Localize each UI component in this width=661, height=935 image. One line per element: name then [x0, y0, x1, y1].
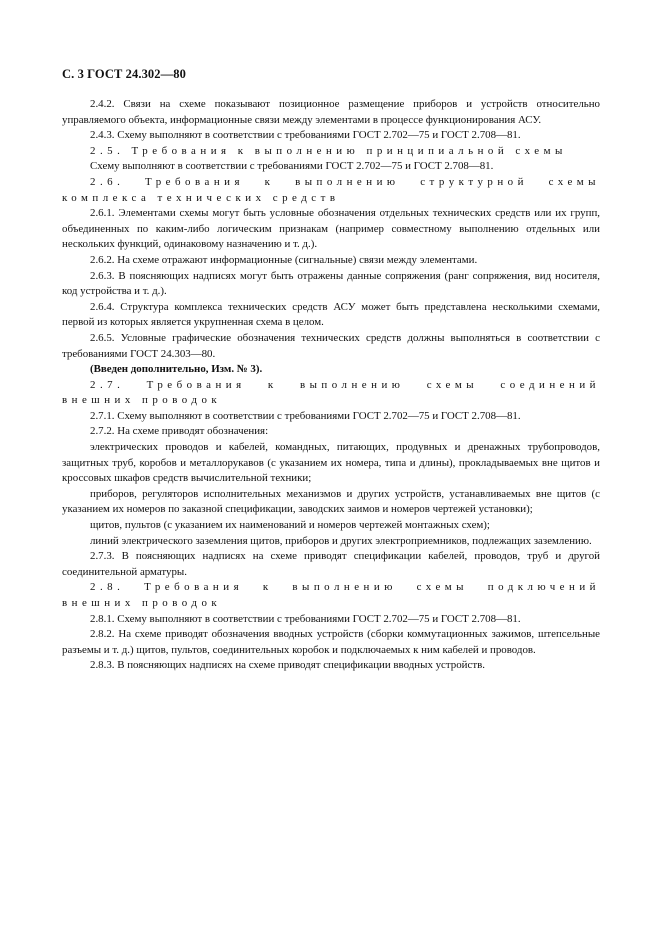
- list-item-panels: щитов, пультов (с указанием их наименований и номеров чертежей монтажных схем);: [90, 519, 490, 532]
- page-header: С. 3 ГОСТ 24.302—80: [62, 67, 186, 81]
- amendment-note: (Введен дополнительно, Изм. № 3).: [90, 363, 263, 376]
- paragraph-2-7-1: 2.7.1. Схему выполняют в соответствии с требованиями ГОСТ 2.702—75 и ГОСТ 2.708—81.: [90, 409, 521, 422]
- paragraph-2-6-5: 2.6.5. Условные графические обозначения технических средств должны выполняться в соответствии с требованиями ГОСТ 24.303—80.: [62, 331, 600, 360]
- section-heading-2-5: 2.5. Требования к выполнению принципиальной схемы: [90, 144, 567, 157]
- paragraph-2-6-4: 2.6.4. Структура комплекса технических средств АСУ может быть представлена несколькими схемами, первой из которых является укрупненная схема в целом.: [62, 300, 600, 329]
- paragraph-2-8-3: 2.8.3. В поясняющих надписях на схеме приводят спецификации вводных устройств.: [90, 659, 485, 672]
- section-heading-2-8: 2.8. Требования к выполнению схемы подключений внешних проводок: [62, 581, 600, 609]
- paragraph-2-7-2: 2.7.2. На схеме приводят обозначения:: [90, 425, 269, 438]
- section-heading-2-7: 2.7. Требования к выполнению схемы соединений внешних проводок: [62, 378, 600, 407]
- paragraph-2-6-1: 2.6.1. Элементами схемы могут быть условные обозначения отдельных технических средств или их групп, объединенных по каким-либо логическим признакам (например совместному выполнению отдельных или нескольких функций, одинаковому назначению и т. д.).: [62, 207, 600, 251]
- document-body: [62, 97, 600, 674]
- paragraph-2-7-3: 2.7.3. В поясняющих надписях на схеме приводят спецификации кабелей, проводов, труб и другой соединительной арматуры.: [62, 550, 600, 578]
- list-item-devices: приборов, регуляторов исполнительных механизмов и других устройств, устанавливаемых вне щитов (с указанием их номеров по заказной спецификации, заводских заимов и номеров чертежей установки);: [62, 487, 600, 516]
- paragraph-2-8-1: 2.8.1. Схему выполняют в соответствии с требованиями ГОСТ 2.702—75 и ГОСТ 2.708—81.: [90, 612, 521, 625]
- list-item-grounding: линий электрического заземления щитов, приборов и других электроприемников, подлежащих заземлению.: [90, 534, 592, 547]
- paragraph-2-8-2: 2.8.2. На схеме приводят обозначения вводных устройств (сборки коммутационных зажимов, штепсельные разъемы и т. д.) щитов, пультов, соединительных коробок и подключаемых к ним кабелей и проводов.: [62, 628, 600, 656]
- list-item-wires: электрических проводов и кабелей, командных, питающих, продувных и дренажных трубопроводов, защитных труб, коробов и металлорукавов (с указанием их номера, типа и длины), прокладываемых вне щитов и кроссовых шкафов средств вычислительной техники;: [62, 441, 600, 485]
- paragraph-2-4-2: 2.4.2. Связи на схеме показывают позиционное размещение приборов и устройств относительно управляемого объекта, информационные связи между элементами в процессе функционирования АСУ.: [62, 98, 600, 126]
- paragraph-2-6-3: 2.6.3. В поясняющих надписях могут быть отражены данные сопряжения (ранг сопряжения, вид носителя, код устройства и т. д.).: [62, 269, 600, 298]
- paragraph-2-4-3: 2.4.3. Схему выполняют в соответствии с требованиями ГОСТ 2.702—75 и ГОСТ 2.708—81.: [90, 129, 521, 142]
- paragraph-2-6-2: 2.6.2. На схеме отражают информационные (сигнальные) связи между элементами.: [90, 253, 478, 266]
- paragraph-2-5-text: Схему выполняют в соответствии с требованиями ГОСТ 2.702—75 и ГОСТ 2.708—81.: [90, 160, 494, 173]
- section-heading-2-6: 2.6. Требования к выполнению структурной схемы комплекса технических средств: [62, 175, 600, 204]
